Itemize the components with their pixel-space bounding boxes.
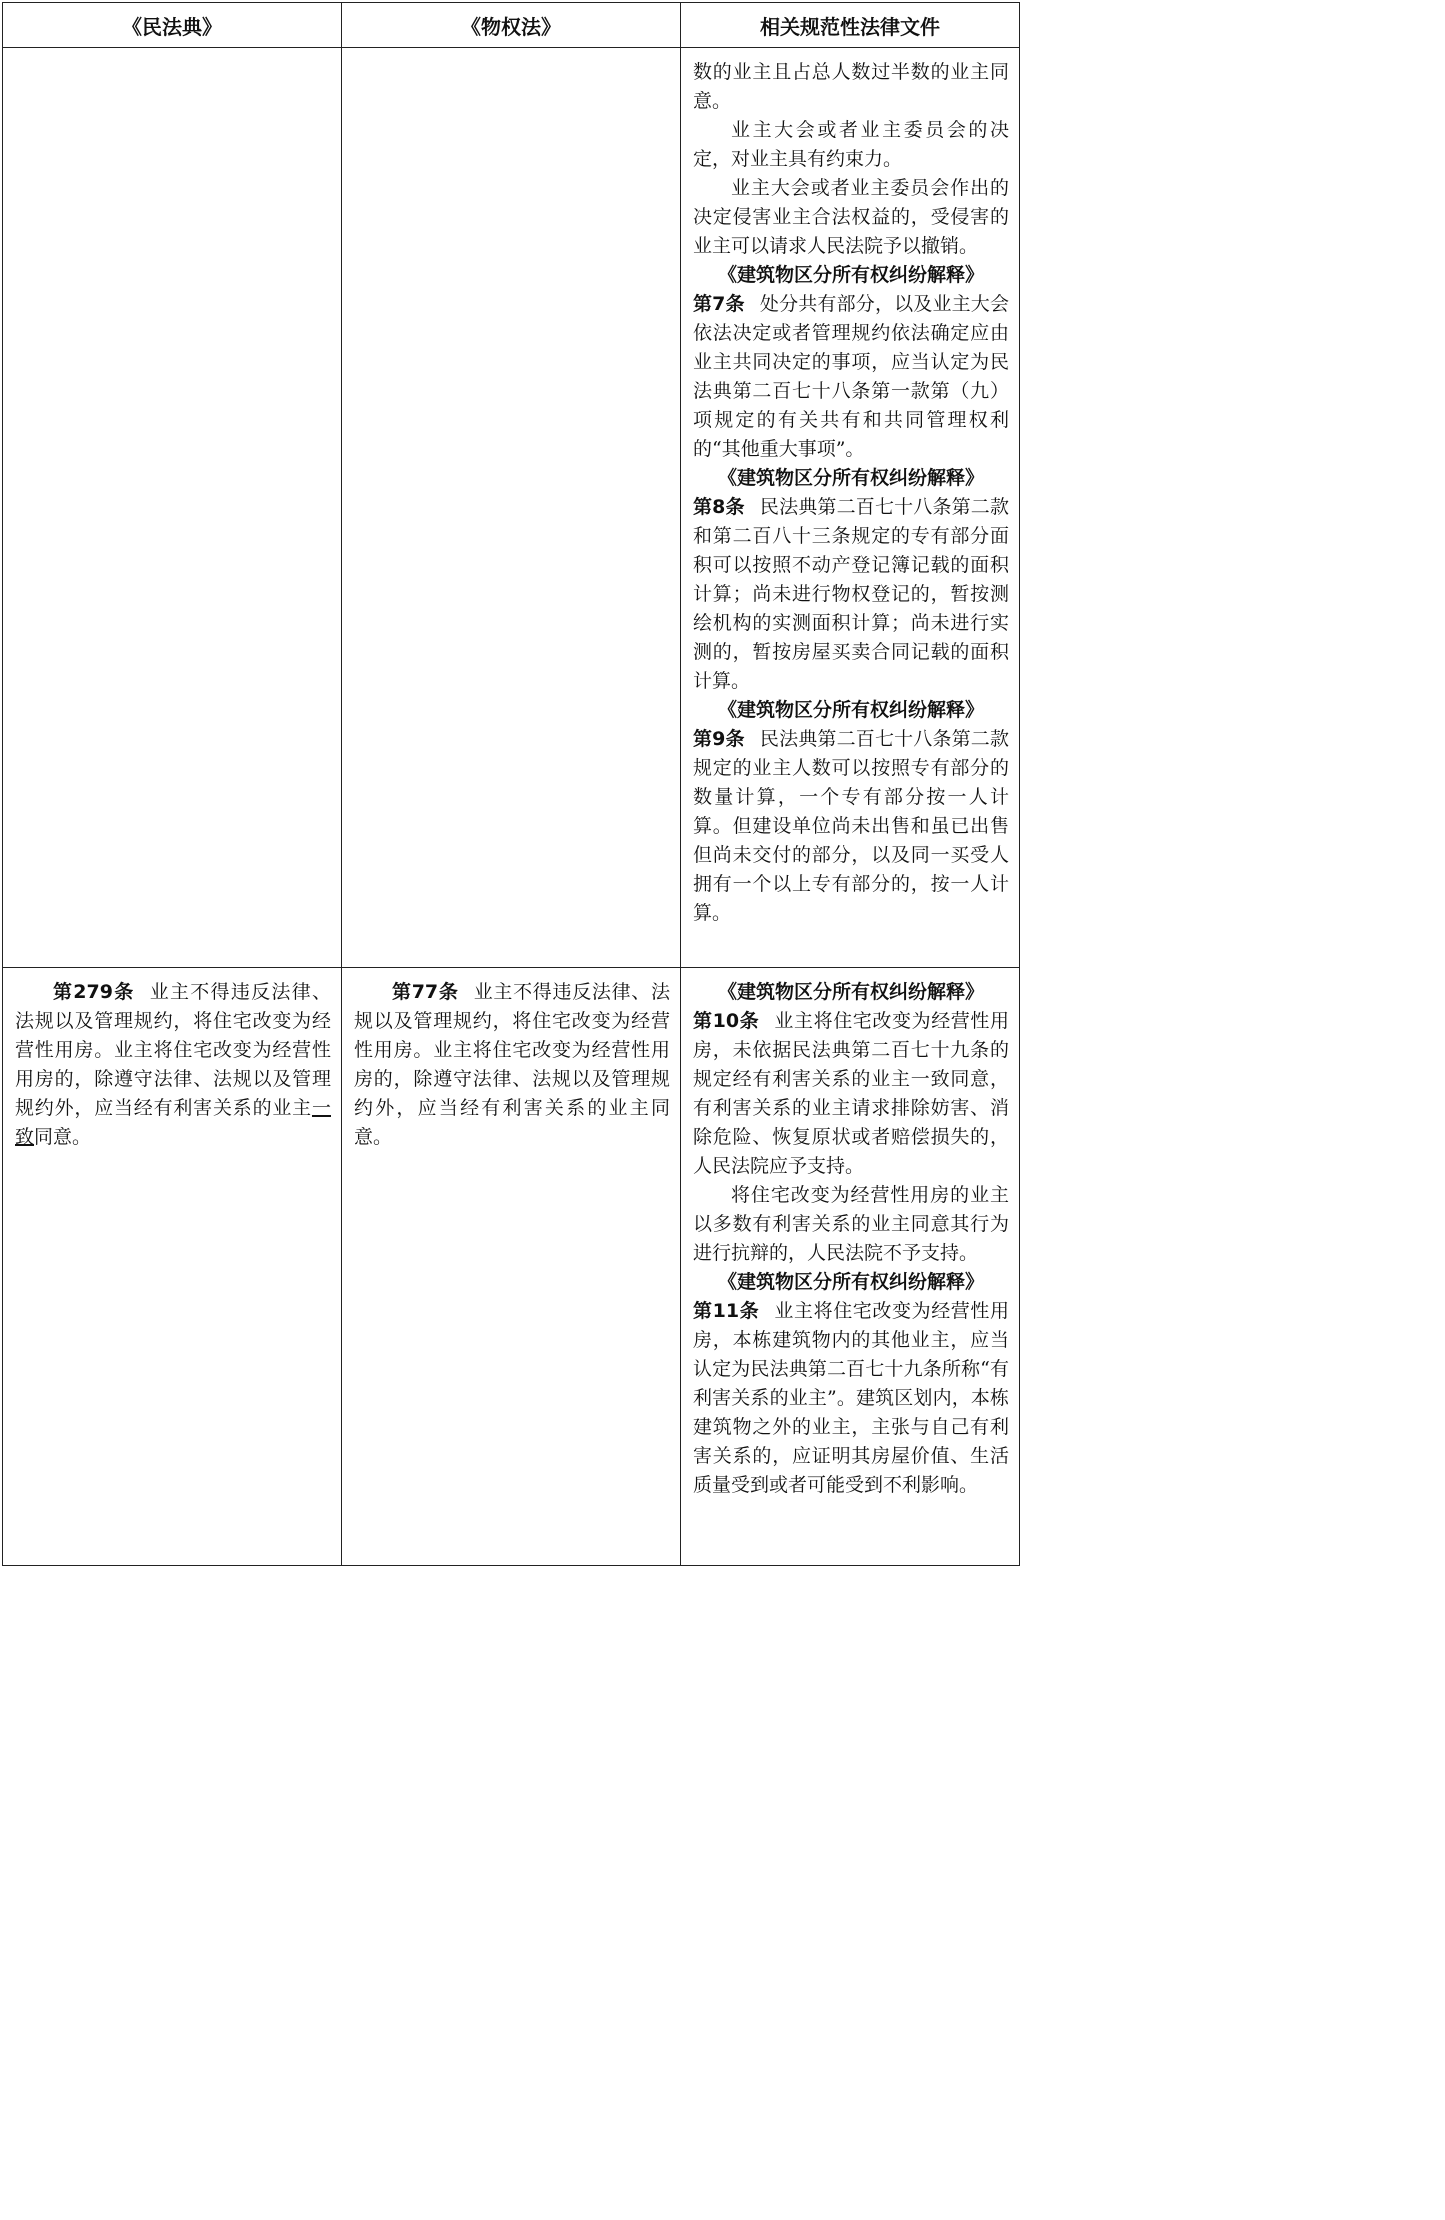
paragraph: 业主大会或者业主委员会的决定，对业主具有约束力。 [693,119,1009,170]
article [354,978,670,1152]
article [693,725,1009,928]
paragraph: 将住宅改变为经营性用房的业主以多数有利害关系的业主同意其行为进行抗辩的，人民法院不予支持。 [693,1184,1009,1264]
article-number: 第77条 [392,981,459,1003]
source-title: 《建筑物区分所有权纠纷解释》 [717,981,984,1003]
civil-code-cell [3,968,342,1566]
article-text: 业主将住宅改变为经营性用房，本栋建筑物内的其他业主，应当认定为民法典第二百七十九条所称“有利害关系的业主”。建筑区划内，本栋建筑物之外的业主，主张与自己有利害关系的，应证明其房屋价值、生活质量受到或者可能受到不利影响。 [693,1300,1009,1496]
table-row [3,968,1020,1566]
article [693,493,1009,696]
underlined-text: 一致 [15,1097,331,1148]
source-title: 《建筑物区分所有权纠纷解释》 [717,467,984,489]
header-related-documents: 相关规范性法律文件 [681,3,1020,48]
article [15,978,331,1152]
article [693,1007,1009,1181]
paragraph: 数的业主且占总人数过半数的业主同意。 [693,61,1009,112]
article-number: 第10条 [693,1010,760,1032]
article-number: 第8条 [693,496,745,518]
article [693,1297,1009,1500]
table-row [3,48,1020,968]
related-documents-cell [681,48,1020,968]
article-number: 第279条 [53,981,135,1003]
article [693,290,1009,464]
source-title: 《建筑物区分所有权纠纷解释》 [717,264,984,286]
article-number: 第7条 [693,293,745,315]
article-text: 民法典第二百七十八条第二款规定的业主人数可以按照专有部分的数量计算，一个专有部分按一人计算。但建设单位尚未出售和虽已出售但尚未交付的部分，以及同一买受人拥有一个以上专有部分的，按一人计算。 [693,728,1009,924]
paragraph: 业主大会或者业主委员会作出的决定侵害业主合法权益的，受侵害的业主可以请求人民法院予以撤销。 [693,177,1009,257]
source-title: 《建筑物区分所有权纠纷解释》 [717,699,984,721]
comparison-page [0,0,1021,1568]
article-text: 业主将住宅改变为经营性用房，未依据民法典第二百七十九条的规定经有利害关系的业主一致同意，有利害关系的业主请求排除妨害、消除危险、恢复原状或者赔偿损失的，人民法院应予支持。 [693,1010,1009,1177]
law-comparison-table [2,2,1020,1566]
property-law-cell [342,968,681,1566]
article-text: 业主不得违反法律、法规以及管理规约，将住宅改变为经营性用房。业主将住宅改变为经营性用房的，除遵守法律、法规以及管理规约外，应当经有利害关系的业主 [15,981,331,1119]
header-civil-code: 《民法典》 [3,3,342,48]
article-text: 处分共有部分，以及业主大会依法决定或者管理规约依法确定应由业主共同决定的事项，应当认定为民法典第二百七十八条第一款第（九）项规定的有关共有和共同管理权利的“其他重大事项”。 [693,293,1009,460]
article-text-end: 同意。 [34,1126,92,1148]
article-number: 第11条 [693,1300,760,1322]
article-number: 第9条 [693,728,745,750]
source-title: 《建筑物区分所有权纠纷解释》 [717,1271,984,1293]
article-text: 业主不得违反法律、法规以及管理规约，将住宅改变为经营性用房。业主将住宅改变为经营性用房的，除遵守法律、法规以及管理规约外，应当经有利害关系的业主同意。 [354,981,670,1148]
header-row [3,3,1020,48]
header-property-law: 《物权法》 [342,3,681,48]
property-law-cell [342,48,681,968]
civil-code-cell [3,48,342,968]
related-documents-cell [681,968,1020,1566]
article-text: 民法典第二百七十八条第二款和第二百八十三条规定的专有部分面积可以按照不动产登记簿记载的面积计算；尚未进行物权登记的，暂按测绘机构的实测面积计算；尚未进行实测的，暂按房屋买卖合同记载的面积计算。 [693,496,1009,692]
